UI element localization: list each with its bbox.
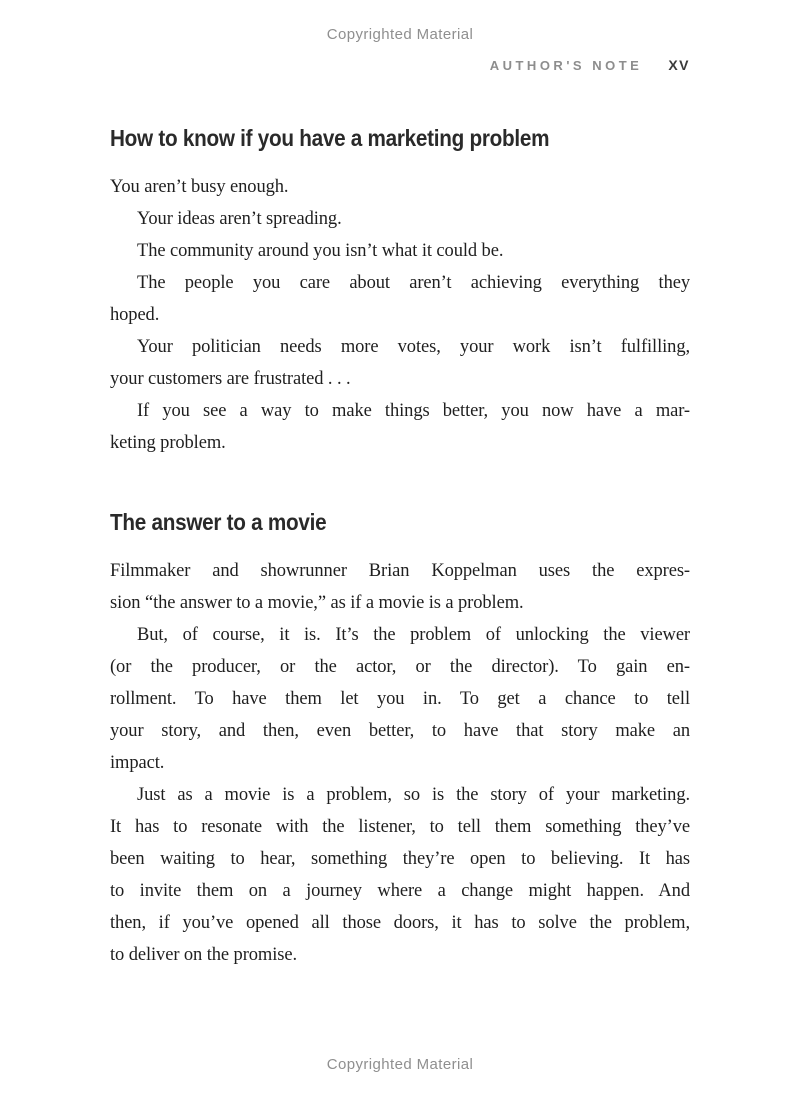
page-body (110, 125, 690, 971)
text-line: Your ideas aren’t spreading. (137, 209, 342, 229)
text-line: to invite them on a journey where a change might happen. And (110, 881, 690, 901)
section-heading: How to know if you have a marketing problem (110, 125, 550, 151)
text-line: your customers are frustrated . . . (110, 369, 351, 389)
text-line: Your politician needs more votes, your work isn’t fulfilling, (137, 337, 690, 357)
text-line: (or the producer, or the actor, or the director). To gain en- (110, 657, 690, 677)
text-line: You aren’t busy enough. (110, 177, 289, 197)
paragraph (110, 331, 690, 395)
section-heading: The answer to a movie (110, 509, 327, 535)
copyright-top-label: Copyrighted Material (326, 26, 474, 43)
text-line: then, if you’ve opened all those doors, it has to solve the problem, (110, 913, 690, 933)
text-line: impact. (110, 753, 165, 773)
paragraph (110, 203, 690, 235)
text-line: If you see a way to make things better, you now have a mar- (137, 401, 690, 421)
text-line: rollment. To have them let you in. To get a chance to tell (110, 689, 690, 709)
running-head-title: AUTHOR'S NOTE (489, 58, 643, 73)
text-line: keting problem. (110, 433, 226, 453)
text-line: Just as a movie is a problem, so is the story of your marketing. (137, 785, 690, 805)
paragraph (110, 395, 690, 459)
text-line: your story, and then, even better, to have that story make an (110, 721, 690, 741)
text-line: The community around you isn’t what it could be. (137, 241, 504, 261)
text-line: It has to resonate with the listener, to tell them something they’ve (110, 817, 690, 837)
text-line: sion “the answer to a movie,” as if a movie is a problem. (110, 593, 524, 613)
text-line: The people you care about aren’t achieving everything they (137, 273, 690, 293)
paragraph (110, 555, 690, 619)
text-line: to deliver on the promise. (110, 945, 297, 965)
text-line: But, of course, it is. It’s the problem of unlocking the viewer (137, 625, 690, 645)
paragraph (110, 619, 690, 779)
page-number: XV (668, 57, 690, 73)
text-line: hoped. (110, 305, 160, 325)
paragraph (110, 779, 690, 971)
copyright-bottom-label: Copyrighted Material (326, 1056, 474, 1073)
text-line: been waiting to hear, something they’re open to believing. It has (110, 849, 690, 869)
running-head (110, 57, 690, 75)
paragraph (110, 267, 690, 331)
paragraph (110, 235, 690, 267)
paragraph (110, 171, 690, 203)
text-line: Filmmaker and showrunner Brian Koppelman uses the expres- (110, 561, 690, 581)
